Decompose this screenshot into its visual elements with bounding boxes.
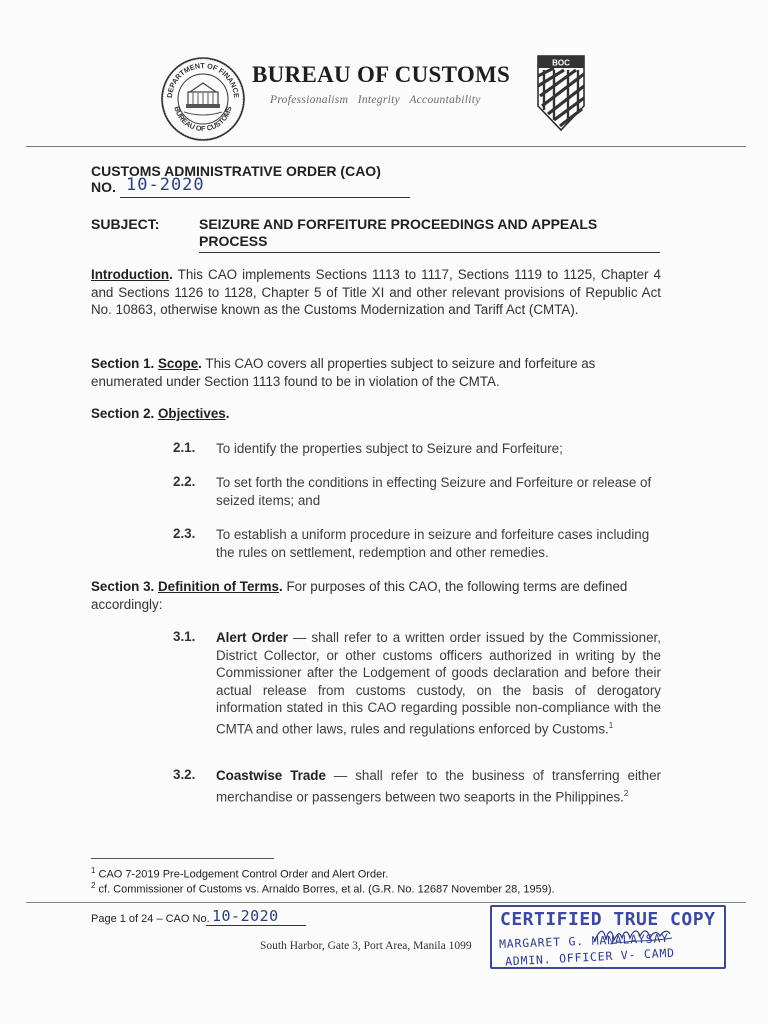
objective-number: 2.1. (173, 440, 196, 455)
introduction-heading: Introduction (91, 267, 170, 282)
section-1-heading: Scope (157, 356, 199, 371)
seal-bottom-text: BUREAU OF CUSTOMS (172, 105, 234, 134)
footnote-text: CAO 7-2019 Pre-Lodgement Control Order and Alert Order. (95, 868, 389, 881)
section-1-text: This CAO covers all properties subject to seizure and forfeiture as enumerated under Section 1113 found to be in violation of the CMTA. (91, 356, 596, 389)
objective-number: 2.2. (173, 474, 196, 489)
department-of-finance-seal (160, 56, 246, 142)
boc-shield-logo (536, 54, 586, 132)
section-1: Section 1. Scope. This CAO covers all properties subject to seizure and forfeiture as enumerated under Section 1113 found to be in violation of the CMTA. (91, 356, 596, 389)
definition-text: — shall refer to the business of transferring either merchandise or passengers between two seaports in the Philippines. (216, 768, 661, 805)
office-address: South Harbor, Gate 3, Port Area, Manila 1099 (260, 940, 472, 952)
section-3-heading: Definition of Terms (157, 579, 279, 594)
subject-label: SUBJECT: (91, 216, 160, 232)
agency-name: BUREAU OF CUSTOMS (252, 62, 511, 87)
cao-number-label: NO. (91, 179, 116, 195)
cao-number-handwritten: 10-2020 (126, 175, 205, 195)
footer-divider (26, 902, 746, 903)
section-3: Section 3. Definition of Terms. For purposes of this CAO, the following terms are defined accordingly: (91, 579, 628, 612)
footnote-divider (91, 858, 274, 859)
footnote-ref[interactable]: 2 (623, 788, 629, 798)
footnote-mark: 2 (91, 881, 96, 890)
subject-text: SEIZURE AND FORFEITURE PROCEEDINGS AND APPEALS PROCESS (199, 216, 598, 249)
agency-tagline: Professionalism Integrity Accountability (270, 94, 481, 106)
definition-alert-order (216, 629, 661, 738)
header-divider (26, 146, 746, 147)
section-1-prefix: Section 1. (91, 356, 158, 371)
definition-coastwise-trade (216, 767, 661, 806)
objective-text: To identify the properties subject to Seizure and Forfeiture; (216, 441, 563, 456)
footnote-text: cf. Commissioner of Customs vs. Arnaldo Borres, et al. (G.R. No. 12687 November 28, 1959). (95, 883, 555, 896)
footnote-2 (91, 881, 555, 896)
definition-number: 3.1. (173, 629, 196, 644)
footnote-1 (91, 866, 388, 881)
footnote-ref[interactable]: 1 (608, 720, 614, 730)
stamp-officer-name: MARGARET G. MANALAYSAY (498, 931, 670, 951)
objective-text: To establish a uniform procedure in seizure and forfeiture cases including the rules on settlement, redemption and other remedies. (216, 527, 650, 560)
objective-text: To set forth the conditions in effecting Seizure and Forfeiture or release of seized items; and (216, 475, 652, 508)
section-2-prefix: Section 2. (91, 406, 158, 421)
section-2-heading: Objectives (157, 406, 226, 421)
seal-top-text: DEPARTMENT OF FINANCE (164, 60, 242, 99)
footnote-mark: 1 (91, 866, 96, 875)
boc-logo-text: BOC (552, 58, 570, 68)
definition-text: — shall refer to a written order issued by the Commissioner, District Collector, or other customs officers authorized in writing by the Commissioner after the Lodgement of goods declaration and before their actual release from customs custody, on the basis of derogatory information stated in this CAO regarding possible non-compliance with the CMTA and other laws, rules and regulations enforced by Customs. (216, 630, 661, 737)
section-2: Section 2. Objectives. (91, 406, 230, 421)
definition-term: Coastwise Trade (216, 768, 326, 783)
definition-term: Alert Order (216, 630, 288, 645)
footer-cao-number-handwritten: 10-2020 (212, 907, 279, 925)
section-3-text: For purposes of this CAO, the following terms are defined accordingly: (91, 579, 628, 612)
cao-number-underline (120, 197, 410, 198)
section-3-prefix: Section 3. (91, 579, 158, 594)
footer-cao-underline (206, 925, 306, 926)
definition-number: 3.2. (173, 767, 196, 782)
stamp-officer-role: ADMIN. OFFICER V- CAMD (504, 945, 676, 969)
page-number-label: Page 1 of 24 – CAO No. (91, 913, 210, 925)
stamp-title: CERTIFIED TRUE COPY (500, 909, 716, 930)
introduction-text: This CAO implements Sections 1113 to 1117, Sections 1119 to 1125, Chapter 4 and Sections 1126 to 1128, Chapter 5 of Title XI and other relevant provisions of Republic Act No. 10863, otherwise known as the Customs Modernization and Tariff Act (CMTA). (91, 267, 661, 318)
subject-underline (199, 252, 660, 253)
cao-title: CUSTOMS ADMINISTRATIVE ORDER (CAO) (91, 163, 381, 179)
objective-number: 2.3. (173, 526, 196, 541)
introduction-paragraph: Introduction. This CAO implements Sections 1113 to 1117, Sections 1119 to 1125, Chapter 4 and Sections 1126 to 1128, Chapter 5 of Title XI and other relevant provisions of Republic Act No. 10863, otherwise known as the Customs Modernization and Tariff Act (CMTA). (91, 267, 661, 318)
